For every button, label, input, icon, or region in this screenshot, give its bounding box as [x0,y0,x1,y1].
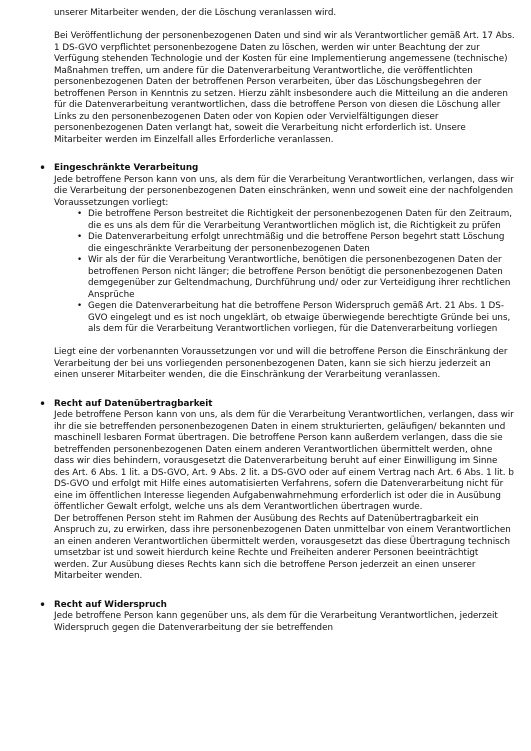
bullet-icon: • [77,209,83,219]
section-portability-title: Recht auf Datenübertragbarkeit [54,398,213,409]
section-restriction-title: Eingeschränkte Verarbeitung [54,163,199,173]
section-portability [39,396,515,583]
section-portability-body2: Der betroffenen Person steht im Rahmen der Ausübung des Rechts auf Datenübertragbarkeit ein Anspruch zu, zu erwirken, dass ihre personenbezogenen Daten unmittelbar von einem Verantwortlichen an einen anderen Verantwortlichen übermittelt werden, vorausgesetzt das diese Übertragung technisch umsetzbar ist und soweit hierdurch keine Rechte und Freiheiten anderer Personen beeinträchtigt werden. Zur Ausübung dieses Rechts kann sich die betroffene Person jederzeit an einen unserer Mitarbeiter wenden. [54,513,511,581]
bullet-icon: • [39,597,47,612]
list-item-text: Wir als der für die Verarbeitung Verantwortliche, benötigen die personenbezogenen Daten der betroffenen Person nicht länger; die betroffene Person benötigt die personenbezogenen Daten demgegenüber zur Geltendmachung, Durchführung und/ oder zur Verteidigung ihrer rechtlichen Ansprüche [88,255,511,300]
bullet-icon: • [77,232,83,242]
list-item [77,232,515,255]
bullet-icon: • [39,161,47,175]
section-objection-body: Jede betroffene Person kann gegenüber uns, als dem für die Verarbeitung Verantwortlichen, jederzeit Widerspruch gegen die Datenverarbeitung der sie betreffenden [54,611,498,633]
list-item-text: Die betroffene Person bestreitet die Richtigkeit der personenbezogenen Daten für den Zeitraum, die es uns als dem für die Verarbeitung Verantwortlichen möglich ist, die Richtigkeit zu prüfen [88,209,513,231]
section-objection [39,597,515,635]
section-objection-title: Recht auf Widerspruch [54,599,167,610]
list-item [77,209,515,232]
bullet-icon: • [77,301,83,311]
list-item [77,301,515,336]
section-portability-body: Jede betroffene Person kann von uns, als dem für die Verarbeitung Verantwortlichen, verlangen, dass wir ihr die sie betreffenden personenbezogenen Daten in einem strukturierten, geläufigen/ bekannten und maschinell lesbaren Format übertragen. Die betroffene Person kann außerdem verlangen, dass die sie betreffenden personenbezogenen Daten einem anderen Verantwortlichen übermittelt werden, ohne dass wir dies behindern, vorausgesetzt die Datenverarbeitung beruht auf einer Einwilligung im Sinne des Art. 6 Abs. 1 lit. a DS-GVO, Art. 9 Abs. 2 lit. a DS-GVO oder auf einem Vertrag nach Art. 6 Abs. 1 lit. b DS-GVO und erfolgt mit Hilfe eines automatisierten Verfahrens, sofern die Datenverarbeitung nicht für eine im öffentlichen Interesse liegenden Aufgabenwahrnehmung erforderlich ist oder die in Ausübung öffentlicher Gewalt erfolgt, welche uns als dem Verantwortlichen übertragen wurde. [54,410,514,512]
list-item-text: Die Datenverarbeitung erfolgt unrechtmäßig und die betroffene Person begehrt statt Löschung die eingeschränkte Verarbeitung der personenbezogenen Daten [88,232,505,254]
section-restriction-intro: Jede betroffene Person kann von uns, als dem für die Verarbeitung Verantwortlichen, verlangen, dass wir die Verarbeitung der personenbezogenen Daten einschränken, wenn und soweit eine der nachfolgenden Voraussetzungen vorliegt: [54,174,514,208]
section-restriction [39,161,515,382]
bullet-icon: • [77,255,83,265]
restriction-conditions-list [54,209,515,336]
intro-line: unserer Mitarbeiter wenden, der die Löschung veranlassen wird. [54,8,337,18]
intro-paragraph: Bei Veröffentlichung der personenbezogenen Daten und sind wir als Verantwortlicher gemäß Art. 17 Abs. 1 DS-GVO verpflichtet personenbezogene Daten zu löschen, werden wir unter Beachtung der zur Verfügung stehenden Technologie und der Kosten für eine Implementierung angemessene (technische) Maßnahmen treffen, um andere für die Datenverarbeitung Verantwortliche, die veröffentlichten personenbezogenen Daten der betroffenen Person verarbeiten, über das Löschungsbegehren der betroffenen Person in Kenntnis zu setzen. Hierzu zählt insbesondere auch die Mitteilung an die anderen für die Datenverarbeitung verantwortlichen, dass die betroffene Person von diesen die Löschung aller Links zu den personenbezogenen Daten oder von Kopien oder Vervielfältigungen dieser personenbezogenen Daten verlangt hat, soweit die Verarbeitung nicht erforderlich ist. Unsere Mitarbeiter werden im Einzelfall alles Erforderliche veranlassen. [54,31,515,145]
section-restriction-closing: Liegt eine der vorbenannten Voraussetzungen vor und will die betroffene Person die Einschränkung der Verarbeitung der bei uns vorliegenden personenbezogenen Daten, kann sie sich hierzu jederzeit an einen unserer Mitarbeiter wenden, die die Einschränkung der Verarbeitung veranlassen. [54,347,508,380]
list-item [77,255,515,301]
list-item-text: Gegen die Datenverarbeitung hat die betroffene Person Widerspruch gemäß Art. 21 Abs. 1 DS-GVO eingelegt und es ist noch ungeklärt, ob etwaige überwiegende berechtigte Gründe bei uns, als dem für die Verarbeitung Verantwortlichen vorliegen, für die Datenverarbeitung vorliegen [88,301,511,334]
bullet-icon: • [39,396,47,411]
